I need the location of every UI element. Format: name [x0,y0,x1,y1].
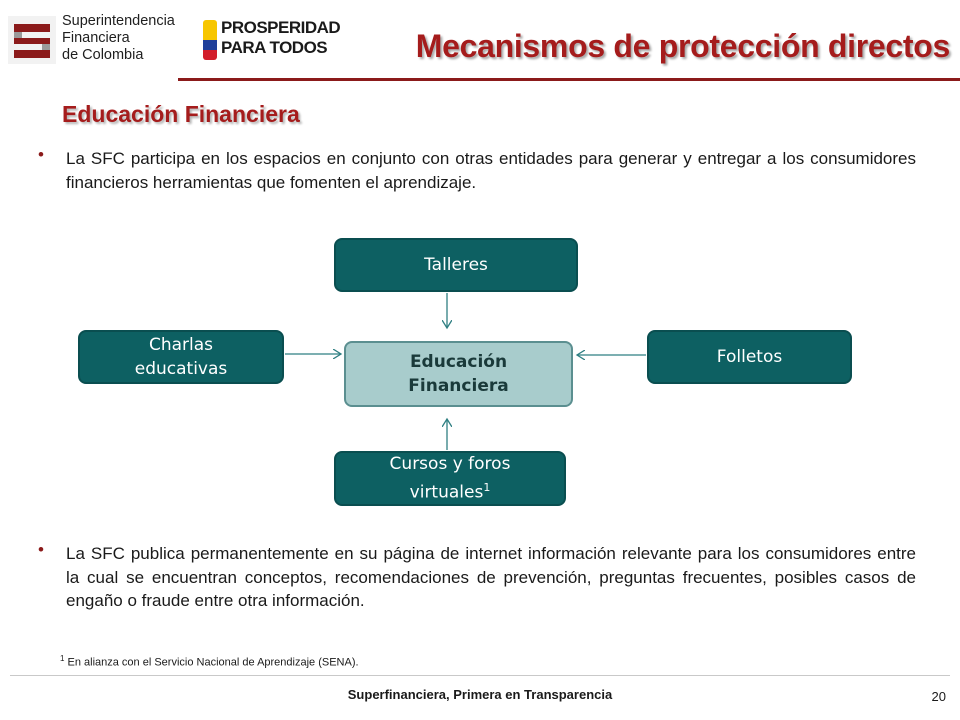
sfc-logo-line-3: de Colombia [62,47,144,63]
page-number: 20 [931,689,946,704]
footer-slogan: Superfinanciera, Primera en Transparencia [347,687,613,702]
node-charlas-line-2: educativas [134,359,228,379]
node-charlas-line-1: Charlas [148,335,214,355]
node-cursos-line-1: Cursos y foros [389,454,511,475]
node-center-line-2: Financiera [408,376,509,396]
sfc-logo-line-1: Superintendencia [62,13,175,29]
section-title: Educación Financiera [62,101,300,127]
footnote [60,654,359,669]
diagram-node-charlas [78,330,284,384]
footnote-marker: 1 [60,654,65,663]
footnote-text: En alianza con el Servicio Nacional de Aprendizaje (SENA). [64,656,359,669]
diagram-node-cursos [334,451,566,506]
node-folletos-label: Folletos [716,347,783,367]
diagram-node-folletos [647,330,852,384]
bullet-dot-icon: • [38,145,44,164]
sfc-logo-line-2: Financiera [62,30,130,46]
footer-divider [10,675,950,676]
bullet-paragraph-2: La SFC publica permanentemente en su página de internet información relevante para los consumidores entre la cual se encuentran conceptos, recomendaciones de prevención, preguntas frecuentes, posibles casos de engaño o fraude entre otra información. [66,544,916,610]
node-center-line-1: Educación [409,352,508,372]
page-title: Mecanismos de protección directos [415,28,950,64]
node-cursos-footnote-marker: 1 [483,481,491,495]
bullet-paragraph-1: La SFC participa en los espacios en conjunto con otras entidades para generar y entregar a los consumidores financieros herramientas que fomenten el aprendizaje. [66,149,916,192]
bullet-dot-icon: • [38,540,44,559]
prosperidad-line-2: PARA TODOS [221,38,328,57]
prosperidad-line-1: PROSPERIDAD [221,18,341,37]
node-cursos-line-2: virtuales [409,482,484,503]
diagram-node-center [344,341,573,407]
node-talleres-label: Talleres [424,255,488,275]
diagram-node-talleres [334,238,578,292]
